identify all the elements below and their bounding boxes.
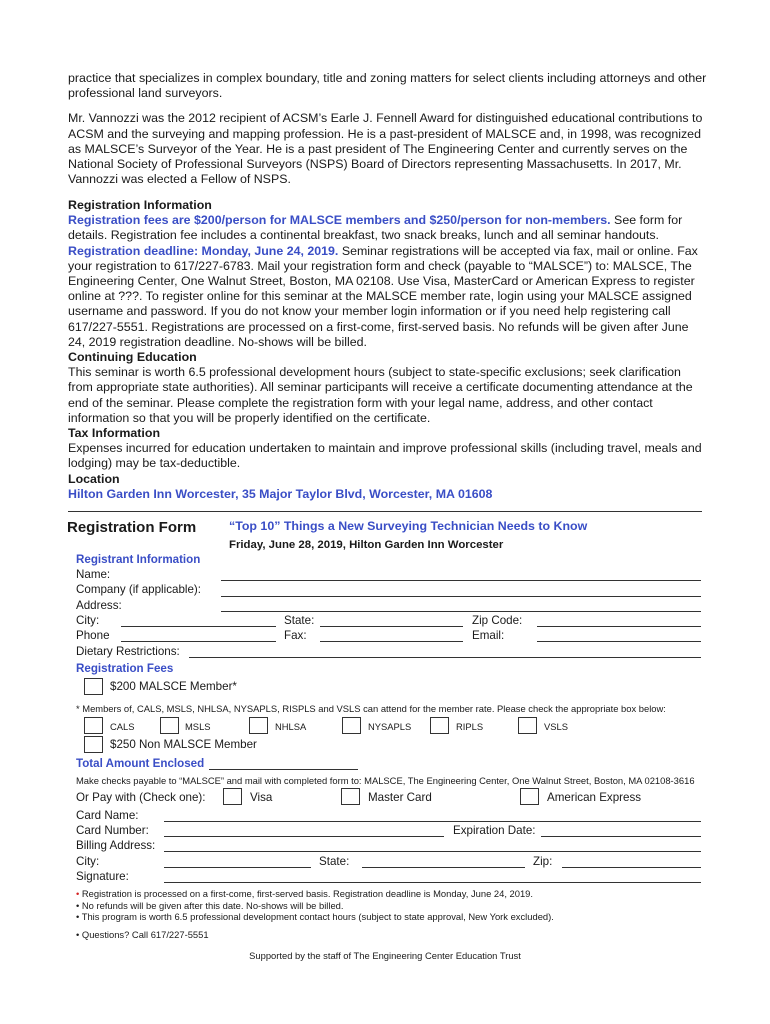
member-fee-label: $200 MALSCE Member* [110,680,237,693]
form-divider [68,511,702,512]
footer-text: Supported by the staff of The Engineering Center Education Trust [249,950,521,961]
fees-text: See form for details. Registration fee includes a continental breakfast, two snack breaks, lunch and all seminar handouts. [68,213,683,243]
cals-checkbox[interactable] [84,717,103,734]
state-label: State: [284,614,315,627]
continuing-education-heading: Continuing Education [68,350,197,365]
nysapls-checkbox[interactable] [342,717,361,734]
intro-paragraph-2: Mr. Vannozzi was the 2012 recipient of ACSM’s Earle J. Fennell Award for distinguished educational contributions to ACSM and the surveying and mapping profession. He is a past-president of MALSCE and, in 1998, was recognized as MALSCE’s Surveyor of the Year. He is a past president of The Engineering Center and currently serves on the National Society of Professional Surveyors (NSPS) Board of Directors representing Massachusetts. In 2017, Mr. Vannozzi was elected a Fellow of NSPS. [68,111,703,187]
ripls-checkbox[interactable] [430,717,449,734]
email-field[interactable] [537,641,701,642]
card-name-label: Card Name: [76,809,139,822]
deadline-text: Seminar registrations will be accepted via fax, mail or online. Fax your registration to 617/227-6783. Mail your registration form and check (payable to “MALSCE”) to: MALSCE, The Engineering Center, One Walnut Street, Boston, MA 02108. Use Visa, MasterCard or American Express to register online at ???. To register online for this seminar at the MALSCE member rate, login using your MALSCE assigned username and password. If you do not know your member login information or if you need help registering call 617/227-5551. Registrations are processed on a first-come, first-served basis. No refunds will be given after June 24, 2019 registration deadline. No-shows will be billed. [68,243,698,349]
notes-list [76,888,554,940]
cals-label: CALS [110,721,135,732]
city-field[interactable] [121,626,276,627]
intro-paragraph-1: practice that specializes in complex boundary, title and zoning matters for select clients including attorneys and other professional land surveyors. [68,71,707,101]
member-note: * Members of, CALS, MSLS, NHLSA, NYSAPLS, RISPLS and VSLS can attend for the member rate. Please check the appropriate box below: [76,703,666,714]
phone-label: Phone [76,629,110,642]
registration-info-heading: Registration Information [68,198,212,212]
seminar-title: “Top 10” Things a New Surveying Technician Needs to Know [229,519,588,533]
nonmember-fee-checkbox[interactable] [84,736,103,753]
ripls-label: RIPLS [456,721,484,732]
registration-form-title: Registration Form [67,519,197,536]
msls-checkbox[interactable] [160,717,179,734]
continuing-education-text: This seminar is worth 6.5 professional development hours (subject to state-specific exclusions; seek clarification from appropriate state authorities). All seminar participants will receive a certificate documenting attendance at the end of the seminar. Please complete the registration form with your legal name, address, and other contact information so that you will be properly identified on the certificate. [68,365,693,425]
note-item: • Registration is processed on a first-come, first-served basis. Registration deadline is Monday, June 24, 2019. [76,888,533,899]
registration-fees-heading: Registration Fees [76,662,174,675]
nhlsa-label: NHLSA [275,721,307,732]
amex-label: American Express [547,791,642,804]
card-number-label: Card Number: [76,824,149,837]
name-label: Name: [76,568,111,581]
expiration-label: Expiration Date: [453,824,536,837]
nysapls-label: NYSAPLS [368,721,412,732]
email-label: Email: [472,629,505,642]
dietary-label: Dietary Restrictions: [76,645,180,658]
deadline-highlight: Registration deadline: Monday, June 24, 2019. [68,243,339,258]
location-address: Hilton Garden Inn Worcester, 35 Major Taylor Blvd, Worcester, MA 01608 [68,486,493,501]
pay-with-label: Or Pay with (Check one): [76,791,206,804]
state-field[interactable] [320,626,463,627]
card-number-field[interactable] [164,836,444,837]
tax-information-text: Expenses incurred for education undertaken to maintain and improve professional skills (including travel, meals and lodging) may be tax-deductible. [68,441,702,471]
billing-state-label: State: [319,855,350,868]
billing-zip-label: Zip: [533,855,553,868]
card-name-field[interactable] [164,821,701,822]
city-label: City: [76,614,100,627]
note-item: • No refunds will be given after this date. No-shows will be billed. [76,899,344,911]
zip-code-field[interactable] [537,626,701,627]
checks-note: Make checks payable to “MALSCE” and mail with completed form to: MALSCE, The Engineering Center, One Walnut Street, Boston, MA 02108-3616 [76,775,695,786]
tax-information-heading: Tax Information [68,426,161,441]
seminar-date: Friday, June 28, 2019, Hilton Garden Inn Worcester [229,539,504,551]
bullet-icon: • [76,911,80,923]
billing-state-field[interactable] [362,867,525,868]
visa-checkbox[interactable] [223,788,242,805]
billing-zip-field[interactable] [562,867,701,868]
msls-label: MSLS [185,721,211,732]
phone-field[interactable] [121,641,276,642]
mastercard-checkbox[interactable] [341,788,360,805]
fax-label: Fax: [284,629,307,642]
intro-section [68,71,708,187]
note-item: • This program is worth 6.5 professional development contact hours (subject to state approval, New York excluded). [76,911,554,923]
dietary-field[interactable] [189,657,701,658]
fax-field[interactable] [320,641,463,642]
company-field[interactable] [221,596,701,597]
member-fee-checkbox[interactable] [84,678,103,695]
note-item: • Questions? Call 617/227-5551 [76,928,209,940]
registrant-info-heading: Registrant Information [76,553,201,566]
vsls-checkbox[interactable] [518,717,537,734]
location-heading: Location [68,471,120,486]
expiration-field[interactable] [541,836,701,837]
nonmember-fee-label: $250 Non MALSCE Member [110,738,257,751]
mastercard-label: Master Card [368,791,432,804]
name-field[interactable] [221,580,701,581]
bullet-icon: • [76,928,80,940]
vsls-label: VSLS [544,721,568,732]
amex-checkbox[interactable] [520,788,539,805]
bullet-icon: • [76,888,80,899]
signature-label: Signature: [76,870,129,883]
total-amount-heading: Total Amount Enclosed [76,757,205,770]
billing-address-label: Billing Address: [76,839,156,852]
total-amount-field[interactable] [209,769,358,770]
billing-address-field[interactable] [164,851,701,852]
registration-deadline-paragraph [68,244,708,350]
signature-field[interactable] [164,882,701,883]
billing-city-field[interactable] [164,867,311,868]
address-label: Address: [76,599,122,612]
address-field[interactable] [221,611,701,612]
visa-label: Visa [250,791,273,804]
fees-highlight: Registration fees are $200/person for MALSCE members and $250/person for non-members. [68,213,611,228]
bullet-icon: • [76,899,80,911]
company-label: Company (if applicable): [76,583,202,596]
nhlsa-checkbox[interactable] [249,717,268,734]
billing-city-label: City: [76,855,100,868]
info-section [68,198,708,502]
registration-fees-paragraph [68,213,708,243]
zip-code-label: Zip Code: [472,614,523,627]
